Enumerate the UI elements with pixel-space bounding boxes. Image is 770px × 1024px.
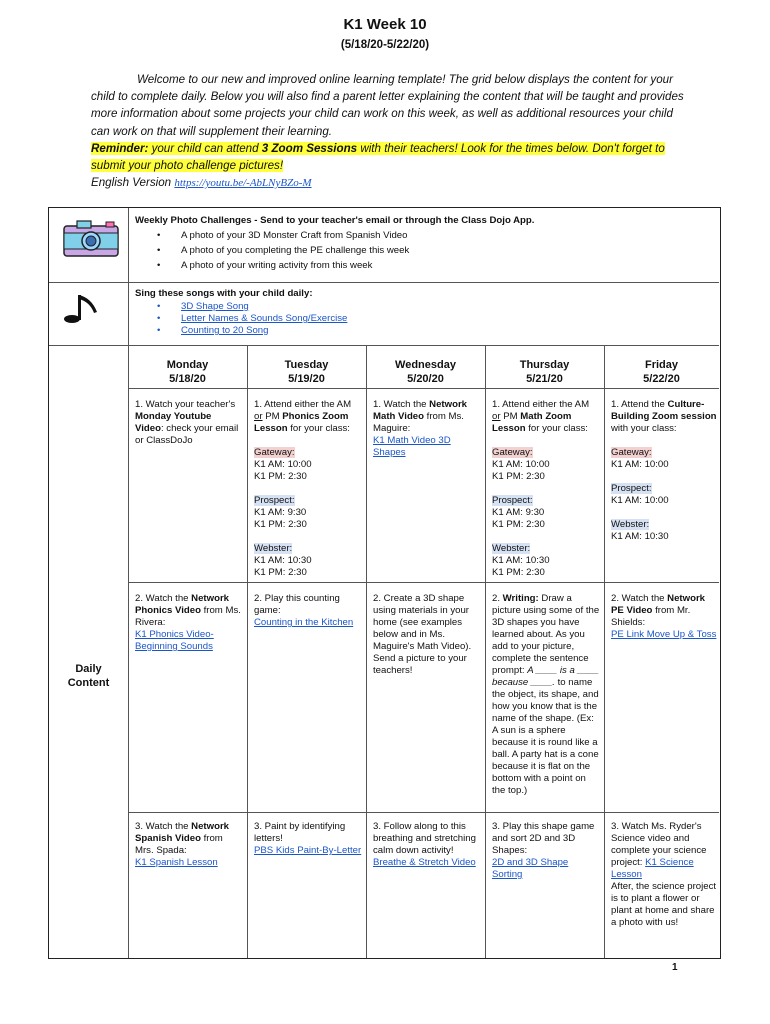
prospect-label: Prospect: (254, 495, 295, 506)
friday-task-3: 3. Watch Ms. Ryder's Science video and complete your science project: K1 Science Lesson After, the science project is to plant a flower or plant at home and share a photo with us! (611, 821, 717, 928)
webster-label: Webster: (254, 543, 293, 554)
tuesday-task-2: 2. Play this counting game: Counting in the Kitchen (254, 593, 362, 629)
tuesday-task-1: 1. Attend either the AM or PM Phonics Zoom Lesson for your class: Gateway: K1 AM: 10:00 K1 PM: 2:30 Prospect: K1 AM: 9:30 K1 PM: 2:30 Webster: K1 AM: 10:30 K1 PM: 2:30 (254, 399, 352, 578)
wednesday-task-2: 2. Create a 3D shape using materials in your home (see examples below and in Ms. Maguire's Math Video). Send a picture to your teachers! (373, 593, 472, 676)
list-item: • A photo of your writing activity from this week (135, 260, 715, 272)
schedule-table (48, 207, 721, 959)
friday-task-1: 1. Attend the Culture-Building Zoom session with your class: Gateway: K1 AM: 10:00 Prospect: K1 AM: 10:00 Webster: K1 AM: 10:30 (611, 399, 717, 542)
list-item[interactable]: • 3D Shape Song (135, 301, 715, 313)
list-item: • A photo of your 3D Monster Craft from Spanish Video (135, 230, 715, 242)
webster-label: Webster: (492, 543, 531, 554)
wednesday-task-1: 1. Watch the Network Math Video from Ms. Maguire: K1 Math Video 3D Shapes (373, 399, 481, 459)
english-version-link[interactable]: https://youtu.be/-AbLNyBZo-M (174, 177, 312, 190)
thursday-task-1: 1. Attend either the AM or PM Math Zoom Lesson for your class: Gateway: K1 AM: 10:00 K1 PM: 2:30 Prospect: K1 AM: 9:30 K1 PM: 2:30 Webster: K1 AM: 10:30 K1 PM: 2:30 (492, 399, 590, 578)
document-dates: (5/18/20-5/22/20) (340, 39, 430, 51)
day-header-friday: Friday 5/22/20 (643, 359, 680, 385)
pe-video-link[interactable]: PE Link Move Up & Toss (611, 629, 717, 640)
monday-task-2: 2. Watch the Network Phonics Video from Ms. Rivera: K1 Phonics Video-Beginning Sounds (135, 593, 241, 652)
science-lesson-link[interactable]: K1 Science Lesson (611, 857, 694, 880)
songs-title: Sing these songs with your child daily: (135, 288, 313, 299)
thursday-task-2: 2. Writing: Draw a picture using some of the 3D shapes you have learned about. As you add to your picture, complete the sentence prompt: A ____ is a ____ because ____. to name the object, its shape, and how you know that is the name of the shape. (Ex: A sun is a sphere because it is round like a ball. A party hat is a cone because it is flat on the bottom with a point on the top.) (492, 593, 600, 796)
day-header-monday: Monday 5/18/20 (166, 359, 209, 385)
photo-challenges (135, 215, 715, 272)
prospect-label: Prospect: (492, 495, 533, 506)
friday-task-2: 2. Watch the Network PE Video from Mr. Shields: PE Link Move Up & Toss (611, 593, 717, 640)
reminder-label: Reminder: (91, 141, 149, 155)
intro-block (91, 71, 691, 192)
phonics-video-link[interactable]: K1 Phonics Video-Beginning Sounds (135, 629, 214, 652)
monday-task-1: 1. Watch your teacher's Monday Youtube Video: check your email or ClassDoJo (135, 399, 239, 446)
paint-by-letter-link[interactable]: PBS Kids Paint-By-Letter (254, 845, 362, 856)
list-item: • A photo of you completing the PE challenge this week (135, 245, 715, 257)
prospect-label: Prospect: (611, 483, 652, 494)
webster-label: Webster: (611, 519, 650, 530)
counting-game-link[interactable]: Counting in the Kitchen (254, 617, 354, 628)
music-note-icon (63, 292, 109, 326)
reminder: Reminder: your child can attend 3 Zoom Sessions with their teachers! Look for the times below. Don't forget to submit your photo challenge pictures! (91, 141, 665, 173)
camera-icon (61, 218, 121, 258)
day-header-tuesday: Tuesday 5/19/20 (284, 359, 329, 385)
intro-paragraph: Welcome to our new and improved online learning template! The grid below displays the content for your child to complete daily. Below you will also find a parent letter explaining the content that will be taught and provides more information about some projects your child can work on this week, as well as additional resources your child can work on that will supplement their learning. (91, 73, 684, 138)
spanish-lesson-link[interactable]: K1 Spanish Lesson (135, 857, 218, 868)
songs (135, 288, 715, 337)
english-version: English Version https://youtu.be/-AbLNyBZo-M (91, 176, 312, 190)
page-number: 1 (672, 962, 678, 973)
math-video-link[interactable]: K1 Math Video 3D Shapes (373, 435, 451, 458)
monday-task-3: 3. Watch the Network Spanish Video from Mrs. Spada: K1 Spanish Lesson (135, 821, 241, 869)
photo-challenges-title: Weekly Photo Challenges - Send to your teacher's email or through the Class Dojo App. (135, 215, 535, 226)
gateway-label: Gateway: (492, 447, 533, 458)
tuesday-task-3: 3. Paint by identifying letters! PBS Kids Paint-By-Letter (254, 821, 362, 856)
day-header-thursday: Thursday 5/21/20 (519, 359, 570, 385)
daily-content-label: Daily Content (67, 663, 110, 689)
document-title: K1 Week 10 (343, 16, 427, 33)
shape-sorting-link[interactable]: 2D and 3D Shape Sorting (492, 857, 569, 880)
wednesday-task-3: 3. Follow along to this breathing and stretching calm down activity! Breathe & Stretch Video (373, 821, 476, 868)
breathe-stretch-link[interactable]: Breathe & Stretch Video (373, 857, 476, 868)
gateway-label: Gateway: (254, 447, 295, 458)
gateway-label: Gateway: (611, 447, 652, 458)
day-header-wednesday: Wednesday 5/20/20 (395, 359, 456, 385)
list-item[interactable]: • Letter Names & Sounds Song/Exercise (135, 313, 715, 325)
list-item[interactable]: • Counting to 20 Song (135, 325, 715, 337)
thursday-task-3: 3. Play this shape game and sort 2D and 3D Shapes: 2D and 3D Shape Sorting (492, 821, 600, 881)
